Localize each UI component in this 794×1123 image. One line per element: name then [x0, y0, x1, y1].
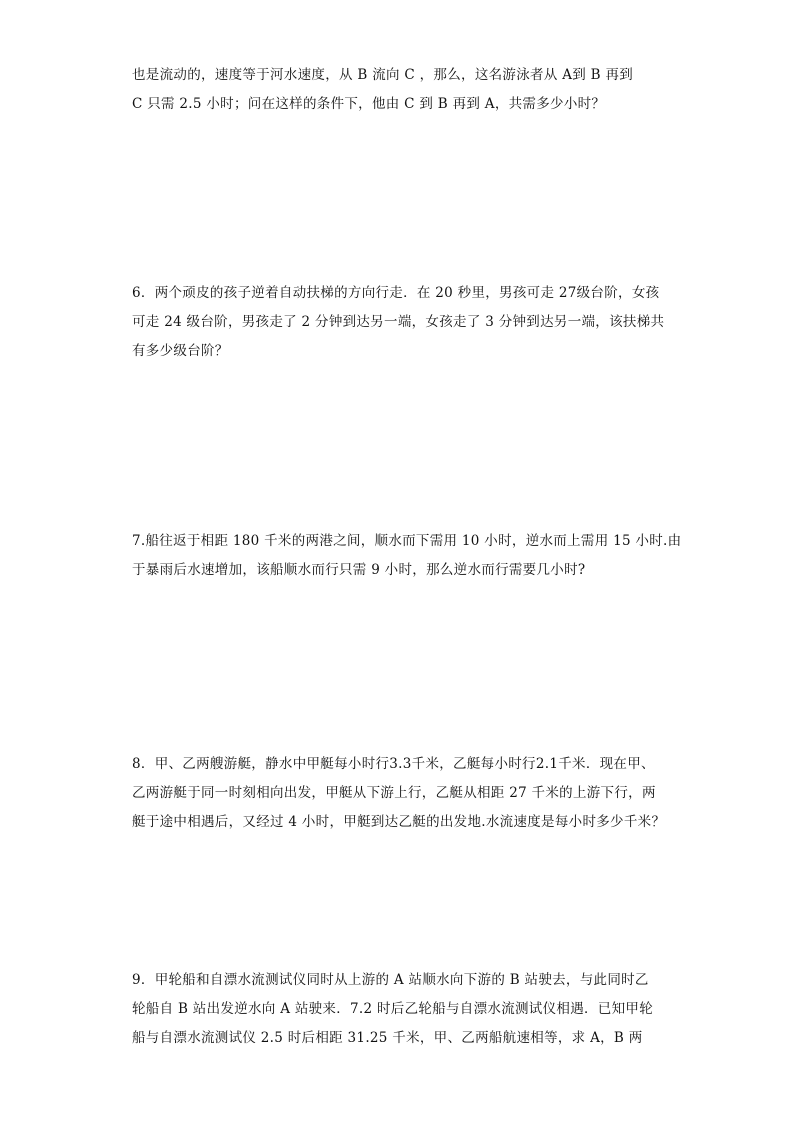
problem-9 — [132, 966, 672, 1053]
text-line: 于暴雨后水速增加，该船顺水而行只需 9 小时，那么逆水而行需要几小时? — [132, 562, 586, 578]
problem-6 — [132, 279, 672, 366]
text-line: 有多少级台阶？ — [132, 343, 229, 359]
text-line: 艇于途中相遇后，又经过 4 小时，甲艇到达乙艇的出发地.水流速度是每小时多少千米？ — [132, 814, 666, 830]
text-line: 9．甲轮船和自漂水流测试仪同时从上游的 A 站顺水向下游的 B 站驶去，与此同时乙 — [132, 972, 649, 988]
text-line: 乙两游艇于同一时刻相向出发，甲艇从下游上行，乙艇从相距 27 千米的上游下行，两 — [132, 785, 656, 801]
text-line: 可走 24 级台阶，男孩走了 2 分钟到达另一端，女孩走了 3 分钟到达另一端，该扶梯共 — [132, 314, 665, 330]
text-line: 也是流动的，速度等于河水速度，从 B 流向 C ，那么，这名游泳者从 A到 B 再到 — [132, 67, 634, 83]
text-line: 7.船往返于相距 180 千米的两港之间，顺水而下需用 10 小时，逆水而上需用 15 小时.由 — [132, 533, 682, 549]
text-line: 船与自漂水流测试仪 2.5 时后相距 31.25 千米，甲、乙两船航速相等，求 A，B 两 — [132, 1030, 643, 1046]
text-line: 6．两个顽皮的孩子逆着自动扶梯的方向行走．在 20 秒里，男孩可走 27级台阶，女孩 — [132, 285, 660, 301]
problem-8 — [132, 750, 672, 837]
text-line: 轮船自 B 站出发逆水向 A 站驶来．7.2 时后乙轮船与自漂水流测试仪相遇．已知甲轮 — [132, 1001, 653, 1017]
problem-7 — [132, 527, 682, 585]
text-line: 8．甲、乙两艘游艇，静水中甲艇每小时行3.3千米，乙艇每小时行2.1千米．现在甲、 — [132, 756, 655, 772]
text-line: C 只需 2.5 小时；问在这样的条件下，他由 C 到 B 再到 A，共需多少小时？ — [132, 96, 606, 112]
problem-5-continuation — [132, 61, 672, 119]
